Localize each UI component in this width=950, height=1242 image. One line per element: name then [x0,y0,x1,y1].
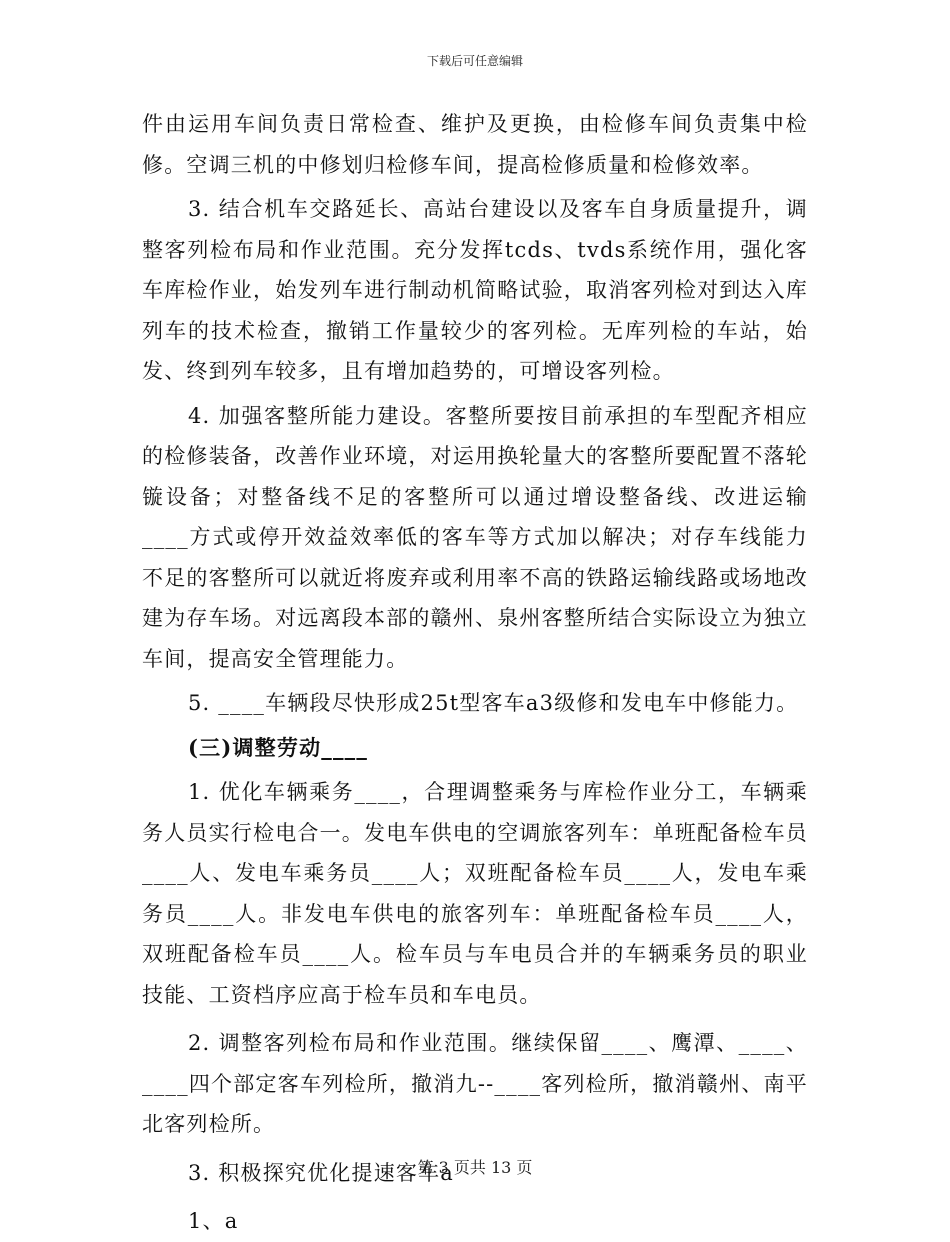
paragraph-item-4: 4. 加强客整所能力建设。客整所要按目前承担的车型配齐相应的检修装备，改善作业环境，对运用换轮量大的客整所要配置不落轮镟设备；对整备线不足的客整所可以通过增设整备线、改进运输____方式或停开效益效率低的客车等方式加以解决；对存车线能力不足的客整所可以就近将废弃或利用率不高的铁路运输线路或场地改建为存车场。对远离段本部的赣州、泉州客整所结合实际设立为独立车间，提高安全管理能力。 [142,403,808,671]
paragraph-labor-1: 1. 优化车辆乘务____，合理调整乘务与库检作业分工，车辆乘务人员实行检电合一。发电车供电的空调旅客列车：单班配备检车员____人、发电车乘务员____人；双班配备检车员____人，发电车乘务员____人。非发电车供电的旅客列车：单班配备检车员____人，双班配备检车员____人。检车员与车电员合并的车辆乘务员的职业技能、工资档序应高于检车员和车电员。 [142,780,808,1007]
section-heading: (三)调整劳动____ [188,734,369,760]
paragraph-labor-2: 2. 调整客列检布局和作业范围。继续保留____、鹰潭、____、____四个部定客车列检所，撤消九--____客列检所，撤消赣州、南平北客列检所。 [142,1031,808,1136]
paragraph-item-5: 5. ____车辆段尽快形成25t型客车a3级修和发电车中修能力。 [188,691,799,715]
paragraph-item-3: 3. 结合机车交路延长、高站台建设以及客车自身质量提升，调整客列检布局和作业范围。充分发挥tcds、tvds系统作用，强化客车库检作业，始发列车进行制动机简略试验，取消客列检对到达入库列车的技术检查，撤销工作量较少的客列检。无库列检的车站，始发、终到列车较多，且有增加趋势的，可增设客列检。 [142,197,808,383]
paragraph-sub-1: 1、a [188,1209,239,1233]
page-header: 下载后可任意编辑 [426,54,523,68]
page-footer: 第 3 页共 13 页 [417,1158,533,1177]
paragraph-labor-3: 3. 积极探究优化提速客车a [188,1160,455,1185]
paragraph-continuation: 件由运用车间负责日常检查、维护及更换，由检修车间负责集中检修。空调三机的中修划归检修车间，提高检修质量和检修效率。 [142,112,808,177]
document-body [142,104,808,1242]
